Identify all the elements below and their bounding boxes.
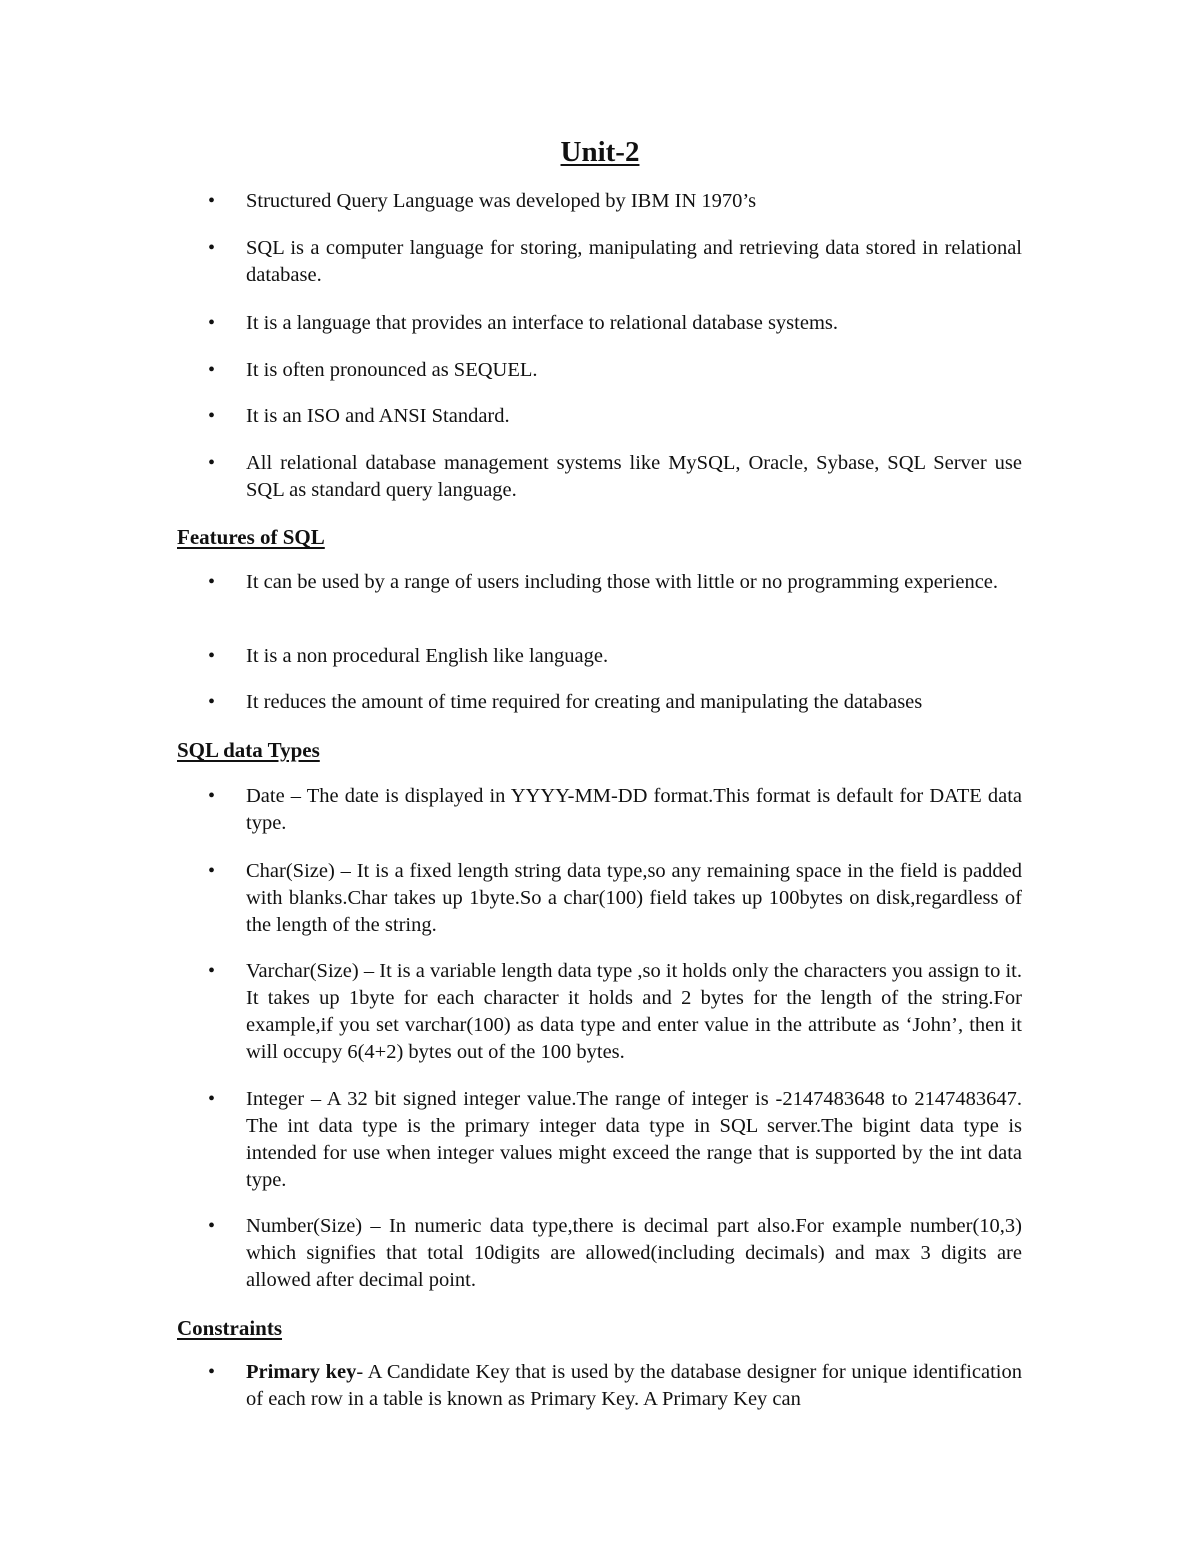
bullet-icon: •	[208, 1215, 216, 1237]
bullet-icon: •	[208, 860, 216, 882]
list-item-text: It reduces the amount of time required for creating and manipulating the databases	[246, 691, 923, 713]
bullet-icon: •	[208, 645, 216, 667]
page-title: Unit-2	[560, 136, 640, 168]
list-item-text: SQL is a computer language for storing, manipulating and retrieving data stored in relational database.	[246, 237, 1022, 286]
list-item-text: It can be used by a range of users including those with little or no programming experience.	[246, 571, 999, 593]
datatypes-heading: SQL data Types	[177, 738, 320, 762]
list-item-text: It is an ISO and ANSI Standard.	[246, 405, 510, 427]
bullet-icon: •	[208, 1088, 216, 1110]
bullet-icon: •	[208, 359, 216, 381]
list-item-text: Date – The date is displayed in YYYY-MM-DD format.This format is default for DATE data type.	[246, 785, 1022, 834]
features-heading: Features of SQL	[177, 525, 325, 549]
list-item-text: Number(Size) – In numeric data type,there is decimal part also.For example number(10,3) which signifies that total 10digits are allowed(including decimals) and max 3 digits are allowed after decimal point.	[246, 1215, 1022, 1291]
list-item-text: It is often pronounced as SEQUEL.	[246, 359, 538, 381]
bullet-icon: •	[208, 405, 216, 427]
list-item-text: Structured Query Language was developed by IBM IN 1970’s	[246, 190, 757, 212]
bullet-icon: •	[208, 1361, 216, 1383]
list-item-text: It is a language that provides an interface to relational database systems.	[246, 312, 839, 334]
list-item-text: Integer – A 32 bit signed integer value.The range of integer is -2147483648 to 2147483647. The int data type is the primary integer data type in SQL server.The bigint data type is intended for use when integer values might exceed the range that is supported by the int data type.	[246, 1088, 1022, 1191]
list-item-text	[246, 1359, 1022, 1413]
bullet-icon: •	[208, 785, 216, 807]
primary-key-definition: - A Candidate Key that is used by the database designer for unique identification of each row in a table is known as Primary Key. A Primary Key can	[246, 1361, 1022, 1410]
bullet-icon: •	[208, 312, 216, 334]
primary-key-term: Primary key	[246, 1361, 357, 1383]
bullet-icon: •	[208, 452, 216, 474]
bullet-icon: •	[208, 960, 216, 982]
constraints-heading: Constraints	[177, 1316, 283, 1340]
list-item-text: All relational database management systems like MySQL, Oracle, Sybase, SQL Server use SQL as standard query language.	[246, 452, 1022, 501]
list-item-text: Varchar(Size) – It is a variable length data type ,so it holds only the characters you assign to it. It takes up 1byte for each character it holds and 2 bytes for the length of the string.For example,if you set varchar(100) as data type and enter value in the attribute as ‘John’, then it will occupy 6(4+2) bytes out of the 100 bytes.	[246, 960, 1022, 1063]
bullet-icon: •	[208, 237, 216, 259]
bullet-icon: •	[208, 571, 216, 593]
bullet-icon: •	[208, 190, 216, 212]
list-item-text: Char(Size) – It is a fixed length string data type,so any remaining space in the field is padded with blanks.Char takes up 1byte.So a char(100) field takes up 100bytes on disk,regardless of the length of the string.	[246, 860, 1022, 936]
bullet-icon: •	[208, 691, 216, 713]
list-item-text: It is a non procedural English like language.	[246, 645, 609, 667]
